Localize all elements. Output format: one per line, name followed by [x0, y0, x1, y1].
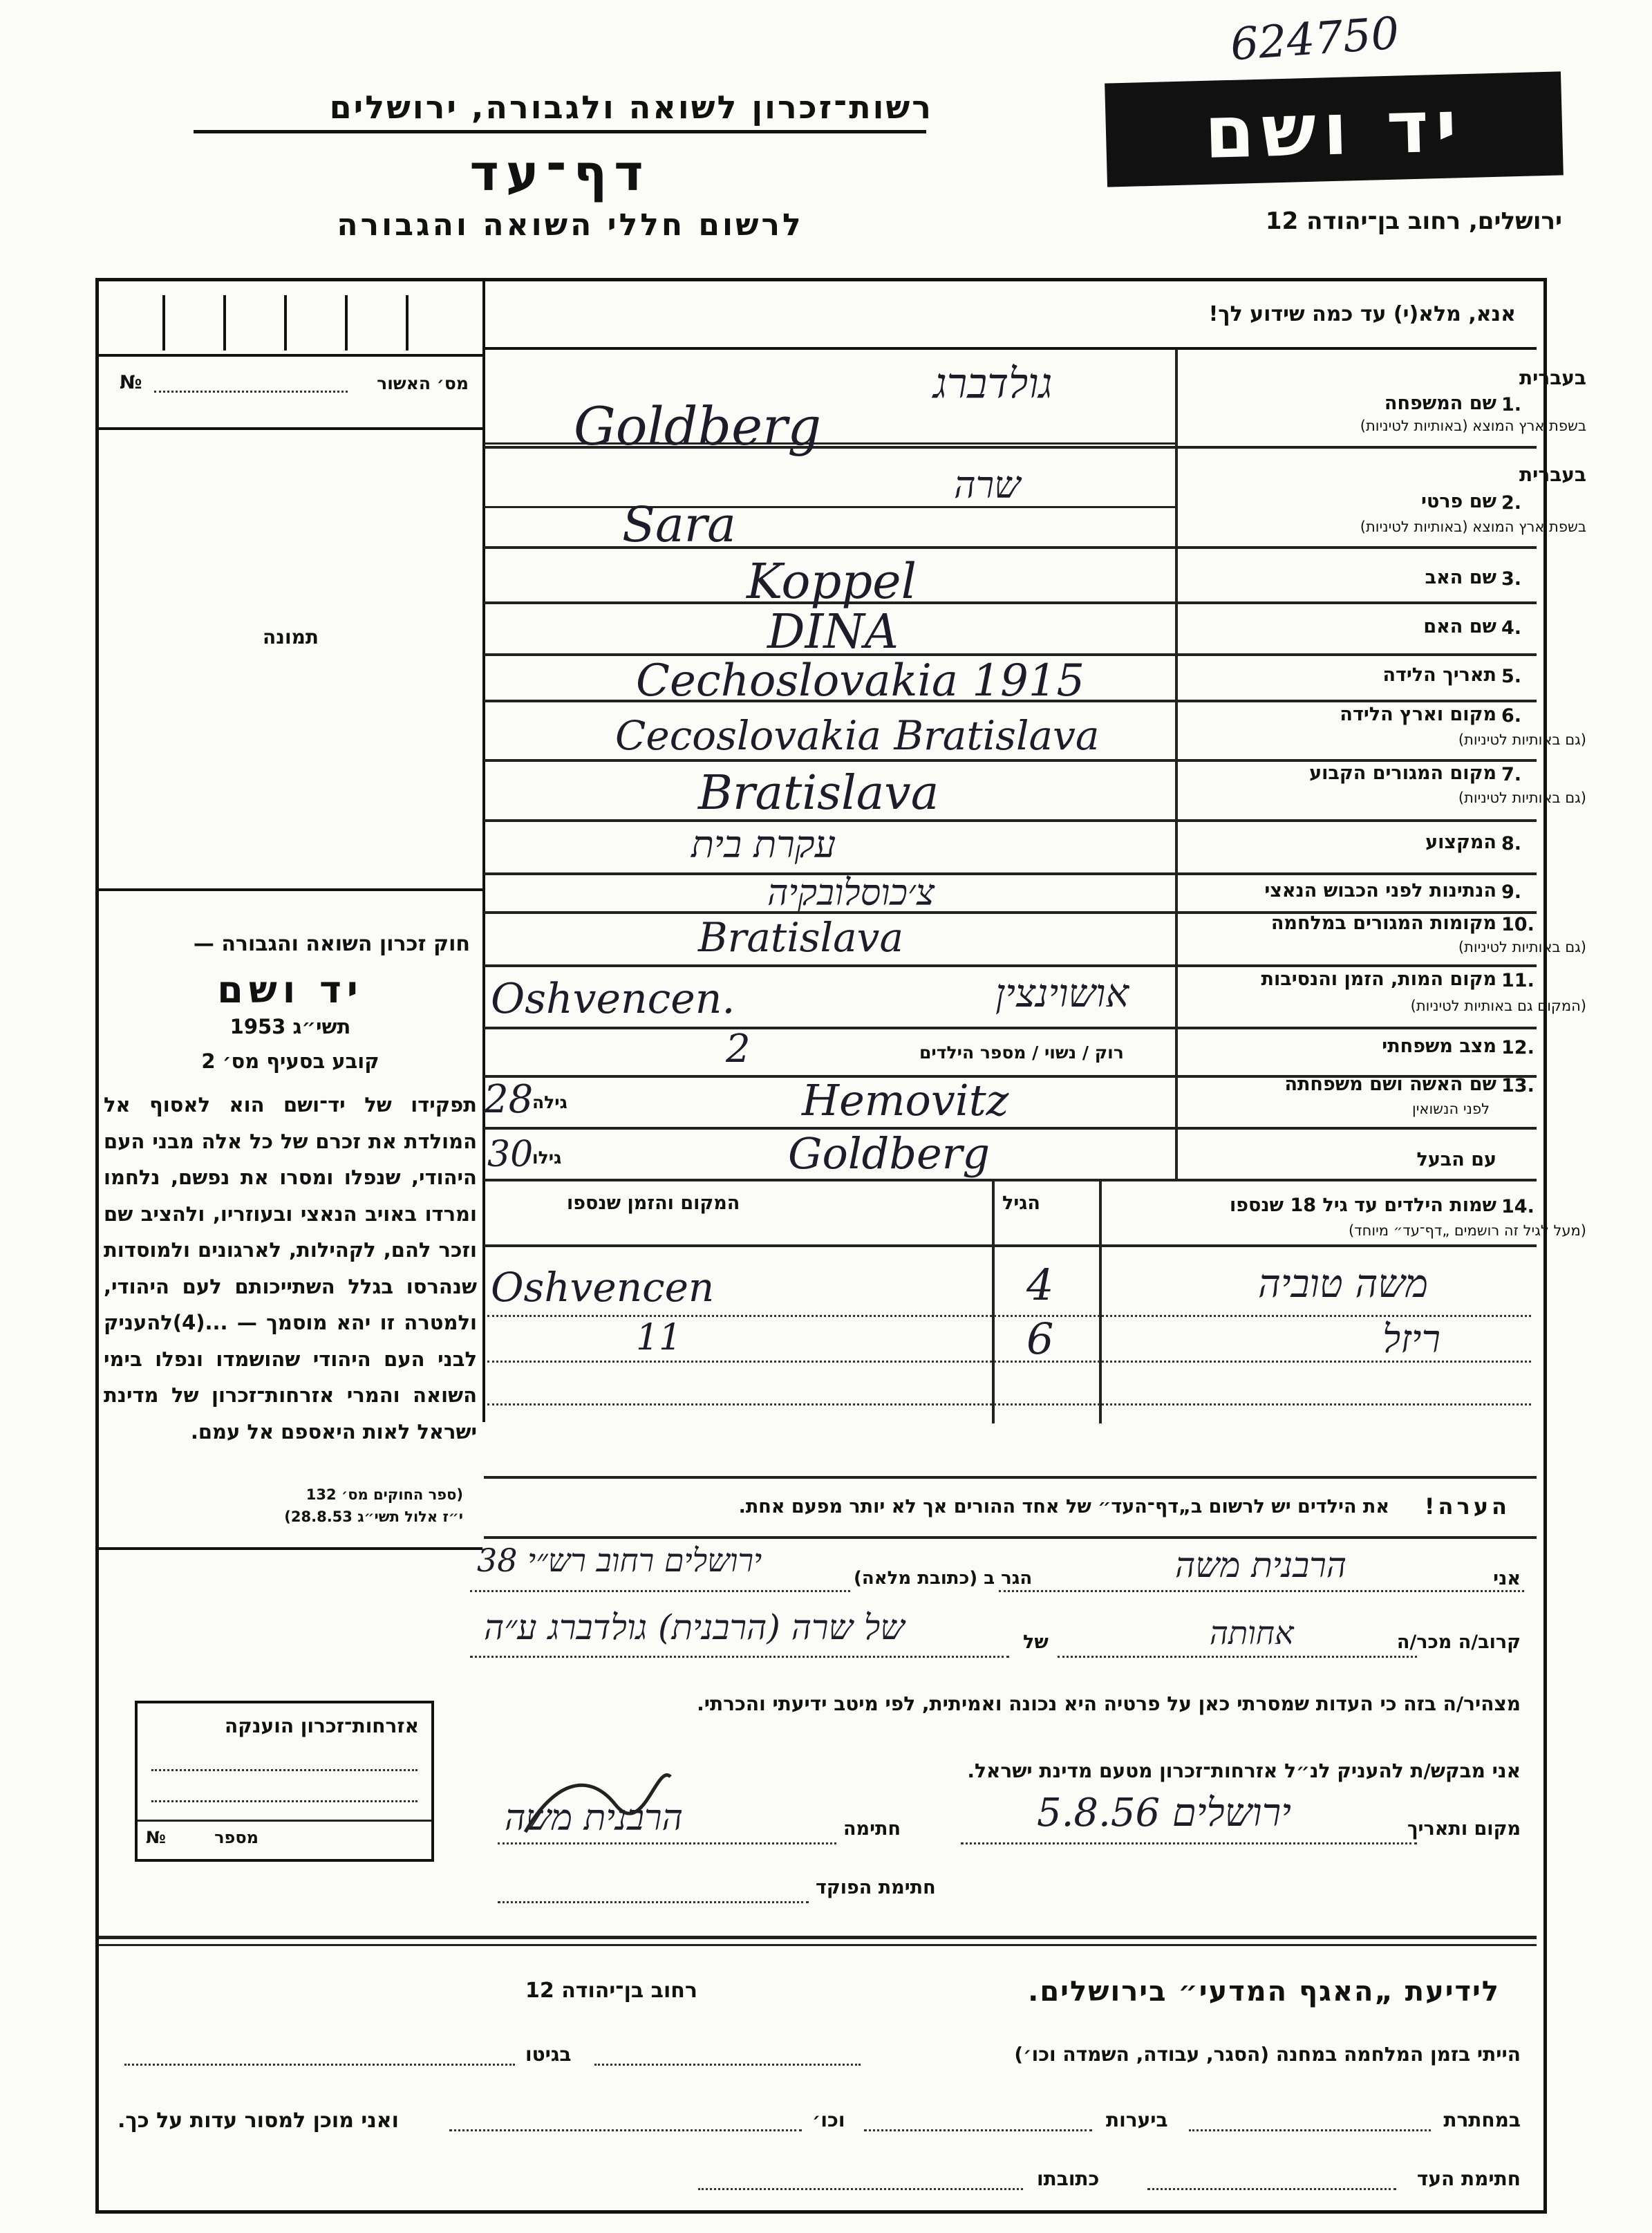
- footer-underground-label: במחתרת: [1443, 2109, 1521, 2131]
- field-1-label: שם המשפחה: [1384, 393, 1496, 414]
- field-12-label: מצב משפחתי: [1382, 1036, 1496, 1057]
- field-9-value: צ׳כוסלובקיה: [767, 872, 935, 914]
- footer-his-address-label: כתובתו: [1037, 2167, 1100, 2190]
- field-11-sub: (המקום גם באותיות לטיניות): [1410, 998, 1586, 1014]
- law-date: י״ז אלול תשי״ג 28.8.53): [284, 1508, 463, 1525]
- decl-declarant: הרבנית משה: [1175, 1545, 1347, 1585]
- field-10-value: Bratislava: [698, 914, 904, 961]
- form-subtitle: לרשום חללי השואה והגבורה: [337, 207, 804, 243]
- field-2-value-hebrew: שרה: [954, 463, 1021, 507]
- yad-vashem-logo: [1105, 71, 1564, 187]
- instruction: אנא, מלא(י) עד כמה שידוע לך!: [1208, 302, 1516, 326]
- decl-place-date-value: ירושלים 5.8.56: [1037, 1791, 1291, 1835]
- approval-number-row: [99, 353, 482, 430]
- footer-title: לידיעת „האגף המדעי״ בירושלים.: [1028, 1976, 1500, 2008]
- field-10-sub: (גם באותיות לטיניות): [1458, 939, 1586, 955]
- field-4-value: DINA: [767, 605, 899, 660]
- husband-label: עם הבעל: [1416, 1149, 1496, 1170]
- authority-line: רשות־זכרון לשואה ולגבורה, ירושלים: [329, 88, 933, 126]
- photo-label: תמונה: [263, 626, 319, 648]
- field-7-sub: (גם באותיות לטיניות): [1458, 790, 1586, 806]
- field-8-value: עקרת בית: [691, 823, 836, 866]
- field-13-label: שם האשה ושם משפחתה: [1284, 1074, 1496, 1095]
- children-col-age: הגיל: [1002, 1193, 1040, 1214]
- child-place: Oshvencen: [491, 1264, 715, 1311]
- field-13-value: Hemovitz: [802, 1075, 1009, 1125]
- decl-of-label: של: [1023, 1632, 1049, 1653]
- husband-age-label: גילו: [532, 1148, 562, 1168]
- law-name: יד ושם: [217, 968, 364, 1011]
- decl-resides-label: הגר ב (כתובת מלאה): [854, 1568, 1033, 1589]
- field-13-age: 28: [484, 1077, 534, 1122]
- law-year: תשי״ג 1953: [229, 1015, 351, 1038]
- footer-ghetto-label: בגיטו: [525, 2043, 572, 2066]
- approval-no-mark: №: [120, 372, 142, 393]
- decl-i-label: אני: [1493, 1568, 1521, 1589]
- footer-forests-label: ביערות: [1106, 2109, 1168, 2131]
- instruction-row: [484, 281, 1537, 350]
- signature-scribble: [511, 1756, 677, 1846]
- decl-declare-text: מצהיר/ה בזה כי העדות שמסרתי כאן על פרטיה היא נכונה ואמיתית, לפי מיטב ידיעתי והכרתי.: [697, 1692, 1521, 1715]
- footer-ready-text: ואני מוכן למסור עדות על כך.: [118, 2109, 399, 2133]
- field-12-children-count: 2: [726, 1027, 751, 1072]
- field-2-sub: בשפת ארץ המוצא (באותיות לטיניות): [1360, 518, 1586, 535]
- approval-no-label: מס׳ האשור: [377, 373, 469, 393]
- law-title: חוק זכרון השואה והגבורה —: [193, 932, 470, 956]
- field-11-label: מקום המות, הזמן והנסיבות: [1261, 969, 1496, 990]
- field-3-label: שם האב: [1425, 567, 1496, 588]
- children-title: שמות הילדים עד גיל 18 שנספו: [1229, 1195, 1496, 1216]
- field-1-hebrew-tag: בעברית: [1519, 366, 1586, 389]
- citizenship-number-label: מספר: [214, 1828, 259, 1847]
- footer-line1: הייתי בזמן המלחמה במחנה (הסגר, עבודה, השמדה וכו׳): [1014, 2043, 1521, 2066]
- field-1-sub: בשפת ארץ המוצא (באותיות לטיניות): [1360, 418, 1586, 434]
- field-9-label: הנתינות לפני הכבוש הנאצי: [1264, 880, 1496, 901]
- field-11-value-hebrew: אושוינצין: [995, 971, 1129, 1016]
- field-13-age-label: גילה: [532, 1092, 567, 1112]
- archive-number: 624750: [1228, 8, 1401, 71]
- field-2-label: שם פרטי: [1421, 491, 1496, 512]
- field-3-value: Koppel: [747, 553, 917, 610]
- field-11-value: Oshvencen.: [491, 975, 735, 1023]
- child-name: משה טוביה: [1258, 1262, 1429, 1307]
- field-5-value: Cechoslovakia 1915: [636, 655, 1085, 707]
- child-name: ריזל: [1382, 1317, 1440, 1362]
- field-10-label: מקומות המגורים במלחמה: [1270, 913, 1496, 934]
- decl-of-value: של שרה (הרבנית) גולדברג ע״ה: [484, 1607, 905, 1647]
- remark-text: את הילדים יש לרשום ב„דף־העד״ של אחד ההורים אך לא יותר מפעם אחת.: [738, 1496, 1389, 1517]
- footer-witness-signature-label: חתימת העד: [1416, 2167, 1521, 2190]
- decl-official-signature-label: חתימת הפוקד: [816, 1877, 936, 1898]
- footer-address: רחוב בן־יהודה 12: [525, 1979, 697, 2003]
- remark-label: הערה!: [1424, 1493, 1510, 1520]
- field-8-label: המקצוע: [1425, 832, 1496, 853]
- field-5-label: תאריך הלידה: [1382, 664, 1496, 686]
- approval-boxes: [99, 281, 482, 357]
- field-1-value-hebrew: גולדברג: [933, 359, 1053, 408]
- header-rule: [194, 130, 926, 133]
- field-13-sub: לפני הנשואין: [1411, 1101, 1490, 1117]
- footer-etc-label: וכו׳: [812, 2109, 845, 2131]
- field-7-value: Bratislava: [698, 766, 939, 821]
- field-4-label: שם האם: [1423, 616, 1496, 637]
- decl-signature-label: חתימה: [843, 1818, 901, 1840]
- children-note: (מעל לגיל זה רושמים „דף־עד״ מיוחד): [1348, 1222, 1586, 1239]
- child-age: 4: [1026, 1260, 1054, 1310]
- decl-request-text: אני מבקש/ת להעניק לנ״ל אזרחות־זכרון מטעם מדינת ישראל.: [967, 1759, 1521, 1782]
- field-6-value: Cecoslovakia Bratislava: [615, 712, 1100, 759]
- child-age: 6: [1026, 1314, 1054, 1364]
- decl-address-value: ירושלים רחוב רש״י 38: [477, 1542, 762, 1579]
- decl-place-date-label: מקום ותאריך: [1407, 1818, 1521, 1840]
- form-title: דף־עד: [469, 144, 650, 202]
- law-clause: קובע בסעיף מס׳ 2: [201, 1049, 379, 1073]
- header-address: ירושלים, רחוב בן־יהודה 12: [1265, 207, 1562, 235]
- decl-relation-value: אחותה: [1210, 1614, 1294, 1652]
- logo-text: יד ושם: [1203, 84, 1465, 175]
- field-1-value: Goldberg: [574, 395, 822, 457]
- citizenship-box-title: אזרחות־זכרון הוענקה: [225, 1715, 419, 1737]
- decl-signature-value: הרבנית משה: [505, 1797, 683, 1839]
- law-text: תפקידו של יד־ושם הוא לאסוף אל המולדת את זכרם של כל אלה מבני העם היהודי, שנפלו ומסרו את נפשם, נלחמו ומרדו באויב הנאצי ובעוזריו, ולהציב שם וזכר להם, לקהילות, לארגונים ולמוסדות שנהרסו בגלל השתייכותם לעם היהודי, ולמטרה זו יהא מוסמך — ...(4)להעניק לבני העם היהודי שהושמדו ונפלו בימי השואה והמרי אזרחות־זכרון של מדינת ישראל לאות היאספם אל עמם.: [104, 1093, 477, 1443]
- husband-value: Goldberg: [788, 1128, 991, 1179]
- decl-relation-label: קרוב/ה מכר/ה: [1396, 1632, 1521, 1653]
- field-2-value: Sara: [622, 496, 736, 553]
- field-6-label: מקום וארץ הלידה: [1340, 704, 1496, 725]
- children-col-place: המקום והזמן שנספו: [567, 1193, 740, 1214]
- field-12-status-options: רוק / נשוי / מספר הילדים: [919, 1043, 1124, 1063]
- law-source: (ספר החוקים מס׳ 132: [306, 1486, 463, 1503]
- citizenship-box: אזרחות־זכרון הוענקה מספר №: [135, 1701, 434, 1862]
- husband-age: 30: [487, 1134, 534, 1175]
- field-6-sub: (גם באותיות לטיניות): [1458, 731, 1586, 748]
- field-2-hebrew-tag: בעברית: [1519, 463, 1586, 486]
- field-7-label: מקום המגורים הקבוע: [1309, 763, 1496, 784]
- child-place: 11: [636, 1317, 682, 1358]
